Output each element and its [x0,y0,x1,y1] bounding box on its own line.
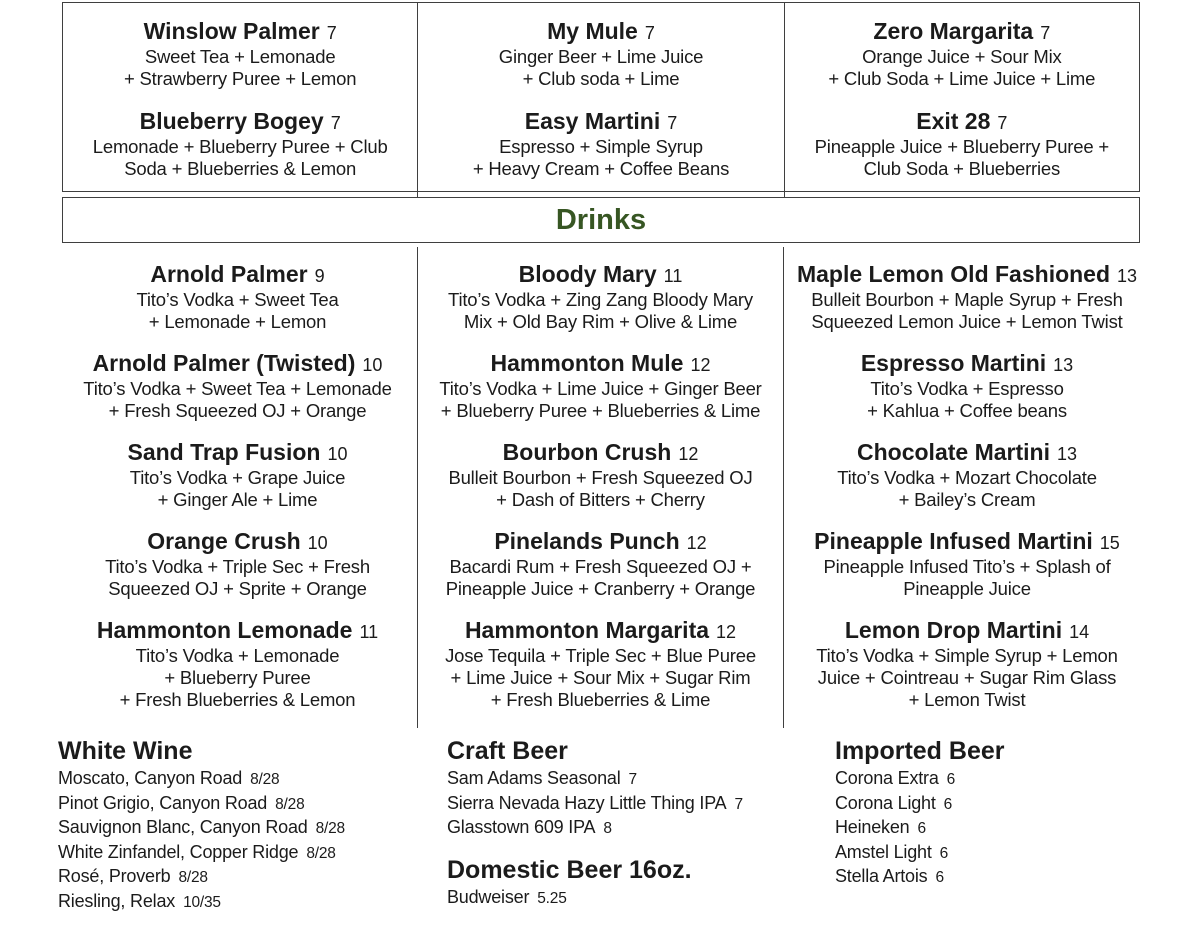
list-item-name: Moscato, Canyon Road [58,768,243,788]
menu-item-title [785,18,1139,46]
list-item-price: 8/28 [250,771,280,788]
menu-item [63,108,417,180]
menu-item [418,528,783,600]
white-wine-column [58,738,417,930]
item-desc-line: + Lemonade + Lemon [148,311,327,332]
menu-item [418,108,783,180]
list-item [835,767,1150,792]
drinks-section-title: Drinks [555,203,647,236]
list-item [58,792,417,817]
menu-item [58,261,417,333]
list-item-name: Amstel Light [835,841,932,862]
list-item-price: 8/28 [275,795,305,813]
menu-item [418,617,783,711]
item-desc-line: + Kahlua + Coffee beans [867,400,1067,421]
item-name: Arnold Palmer [150,261,308,287]
item-price: 10 [362,355,383,375]
list-item [835,841,1150,866]
menu-item-title [58,439,417,467]
menu-item-title [418,350,783,378]
wine-beer-section [58,738,1150,930]
item-desc-line: Tito’s Vodka + Grape Juice [129,467,346,488]
list-item-name: Riesling, Relax [58,890,176,911]
list-item [835,816,1150,841]
list-item-name: White Zinfandel, Copper Ridge [58,841,299,862]
list-item-price: 8/28 [315,820,345,837]
list-item-name: Corona Extra [835,768,939,788]
item-name: Lemon Drop Martini [844,617,1063,643]
imported-beer-column [784,738,1150,930]
list-item [58,890,417,915]
item-desc-line: Club Soda + Blueberries [863,158,1061,179]
menu-item [785,108,1139,180]
item-name: Bloody Mary [518,261,657,287]
list-title: Imported Beer [835,737,1005,765]
item-desc-line: Tito’s Vodka + Sweet Tea [136,289,339,310]
item-name: Orange Crush [147,528,301,554]
list-item-name: Pinot Grigio, Canyon Road [58,792,268,813]
item-desc-line: + Fresh Squeezed OJ + Orange [108,400,367,421]
list-item-name: Rosé, Proverb [58,866,171,886]
list-group [835,738,1150,890]
list-item [835,865,1150,890]
drinks-section-header [62,197,1140,243]
list-item-price: 6 [917,820,926,837]
mocktails-column-1 [63,3,417,198]
item-name: Zero Margarita [873,18,1034,44]
item-name: Arnold Palmer (Twisted) [92,350,356,376]
item-desc-line: Bulleit Bourbon + Fresh Squeezed OJ [448,467,753,488]
list-item-price: 8 [603,820,612,837]
craft-domestic-beer-column [417,738,784,930]
menu-item-title [418,439,783,467]
list-item-name: Corona Light [835,792,936,813]
item-desc-line: Tito’s Vodka + Simple Syrup + Lemon [816,645,1118,666]
menu-item-title [418,617,783,645]
item-price: 10 [307,533,328,553]
item-price: 12 [716,622,737,642]
menu-item-title [63,18,417,46]
item-desc-line: Pineapple Infused Tito’s + Splash of [823,556,1111,577]
item-price: 11 [663,266,683,286]
item-name: Winslow Palmer [143,18,320,44]
menu-item [63,18,417,90]
list-item [58,816,417,841]
item-desc-line: Squeezed Lemon Juice + Lemon Twist [811,311,1123,332]
menu-item [418,350,783,422]
list-item-name: Budweiser [447,886,530,907]
item-desc-line: Tito’s Vodka + Lime Juice + Ginger Beer [439,378,762,399]
item-name: Exit 28 [916,108,991,134]
item-desc-line: Mix + Old Bay Rim + Olive & Lime [463,311,738,332]
cocktails-column-2 [417,247,784,728]
item-price: 14 [1069,622,1090,642]
item-desc-line: + Ginger Ale + Lime [157,489,318,510]
list-item-price: 6 [939,844,949,862]
item-name: Pinelands Punch [494,528,680,554]
item-name: Maple Lemon Old Fashioned [796,261,1111,287]
menu-item-title [418,528,783,556]
menu-item [784,350,1150,422]
item-name: Easy Martini [524,108,661,134]
item-name: Pineapple Infused Martini [814,528,1093,554]
menu-item-title [784,439,1150,467]
item-price: 7 [644,23,655,43]
list-item-price: 6 [943,795,953,813]
item-name: Blueberry Bogey [139,108,324,134]
item-desc-line: Tito’s Vodka + Sweet Tea + Lemonade [83,378,392,399]
menu-item-title [418,18,783,46]
item-desc-line: Ginger Beer + Lime Juice [498,46,704,67]
item-desc-line: Tito’s Vodka + Triple Sec + Fresh [105,556,370,577]
menu-item [784,528,1150,600]
mocktails-column-3 [784,3,1139,198]
item-desc-line: Pineapple Juice [903,578,1031,599]
menu-item-title [63,108,417,136]
item-desc-line: + Bailey’s Cream [898,489,1036,510]
list-group [58,738,417,914]
menu-item-title [784,350,1150,378]
menu-item [784,439,1150,511]
cocktails-section [58,247,1150,720]
item-price: 7 [667,113,678,133]
list-item-price: 5.25 [537,889,567,907]
mocktails-column-2 [417,3,783,198]
item-name: My Mule [547,18,638,44]
list-title: Craft Beer [447,737,568,765]
menu-item-title [58,261,417,289]
mocktails-section [62,2,1140,192]
menu-item-title [418,261,783,289]
item-price: 15 [1099,533,1120,553]
list-item [447,792,784,817]
menu-item-title [58,528,417,556]
item-desc-line: Lemonade + Blueberry Puree + Club [92,136,388,157]
list-item-name: Stella Artois [835,866,928,886]
item-price: 9 [314,266,325,286]
item-price: 10 [327,444,348,464]
list-item [447,767,784,792]
item-desc-line: + Lemon Twist [908,689,1026,710]
list-item-price: 8/28 [178,869,208,886]
list-item-price: 7 [734,795,743,813]
item-name: Sand Trap Fusion [127,439,321,465]
item-price: 12 [690,355,711,375]
menu-item [58,528,417,600]
item-desc-line: Tito’s Vodka + Espresso [870,378,1064,399]
item-price: 7 [1040,23,1051,43]
item-desc-line: + Dash of Bitters + Cherry [496,489,705,510]
list-item [58,841,417,866]
item-desc-line: + Fresh Blueberries & Lemon [119,689,356,710]
item-desc-line: + Club soda + Lime [522,68,680,89]
menu-item [784,261,1150,333]
menu-item-title [784,617,1150,645]
item-desc-line: + Fresh Blueberries & Lime [490,689,711,710]
item-desc-line: Tito’s Vodka + Lemonade [135,645,340,666]
menu-item [58,350,417,422]
list-item-name: Glasstown 609 IPA [447,817,596,837]
list-item-name: Heineken [835,817,910,837]
list-group [447,857,784,911]
menu-item [784,617,1150,711]
item-price: 7 [326,23,337,43]
item-desc-line: Espresso + Simple Syrup [499,136,703,157]
item-desc-line: Tito’s Vodka + Mozart Chocolate [837,467,1097,488]
item-desc-line: Tito’s Vodka + Zing Zang Bloody Mary [448,289,753,310]
menu-item [418,18,783,90]
list-group [447,738,784,841]
item-desc-line: + Heavy Cream + Coffee Beans [472,158,730,179]
item-name: Espresso Martini [860,350,1047,376]
menu-item [785,18,1139,90]
item-desc-line: Pineapple Juice + Blueberry Puree + [814,136,1109,157]
menu-item-title [58,617,417,645]
item-price: 7 [330,113,341,133]
list-item-price: 10/35 [183,893,221,911]
item-price: 13 [1053,355,1074,375]
menu-item [58,617,417,711]
list-item-name: Sauvignon Blanc, Canyon Road [58,817,308,837]
item-desc-line: Orange Juice + Sour Mix [862,46,1062,67]
item-name: Hammonton Lemonade [96,617,353,643]
menu-item-title [784,261,1150,289]
list-item-price: 6 [935,869,944,886]
item-desc-line: Jose Tequila + Triple Sec + Blue Puree [445,645,756,666]
list-item-name: Sierra Nevada Hazy Little Thing IPA [447,792,727,813]
list-item-price: 6 [946,771,956,788]
item-desc-line: Bulleit Bourbon + Maple Syrup + Fresh [811,289,1123,310]
item-desc-line: + Blueberry Puree [164,667,311,688]
item-desc-line: + Club Soda + Lime Juice + Lime [828,68,1096,89]
item-price: 11 [359,622,379,642]
list-item-price: 8/28 [306,844,336,862]
list-item-price: 7 [628,771,637,788]
list-item [447,886,784,911]
item-desc-line: + Strawberry Puree + Lemon [123,68,357,89]
menu-item-title [58,350,417,378]
menu-item [418,439,783,511]
menu-item-title [418,108,783,136]
cocktails-column-1 [58,247,417,728]
menu-item-title [784,528,1150,556]
item-name: Chocolate Martini [857,439,1050,465]
cocktails-column-3 [784,247,1150,728]
item-desc-line: + Blueberry Puree + Blueberries & Lime [440,400,761,421]
menu-item-title [785,108,1139,136]
item-name: Hammonton Margarita [464,617,710,643]
item-desc-line: Pineapple Juice + Cranberry + Orange [445,578,756,599]
item-desc-line: Soda + Blueberries & Lemon [124,158,357,179]
list-title: Domestic Beer 16oz. [447,855,692,884]
item-name: Bourbon Crush [502,439,672,465]
item-name: Hammonton Mule [490,350,684,376]
item-price: 13 [1056,444,1077,464]
list-item-name: Sam Adams Seasonal [447,768,621,788]
item-desc-line: Sweet Tea + Lemonade [144,46,336,67]
item-price: 12 [678,444,699,464]
item-price: 12 [686,533,707,553]
item-desc-line: + Lime Juice + Sour Mix + Sugar Rim [450,667,751,688]
item-desc-line: Squeezed OJ + Sprite + Orange [108,578,367,599]
menu-item [58,439,417,511]
item-price: 13 [1117,266,1138,286]
item-desc-line: Juice + Cointreau + Sugar Rim Glass [817,667,1117,688]
menu-item [418,261,783,333]
item-desc-line: Bacardi Rum + Fresh Squeezed OJ + [449,556,752,577]
list-title: White Wine [58,737,193,765]
list-item [58,865,417,890]
list-item [835,792,1150,817]
list-item [58,767,417,792]
item-price: 7 [997,113,1008,133]
list-item [447,816,784,841]
